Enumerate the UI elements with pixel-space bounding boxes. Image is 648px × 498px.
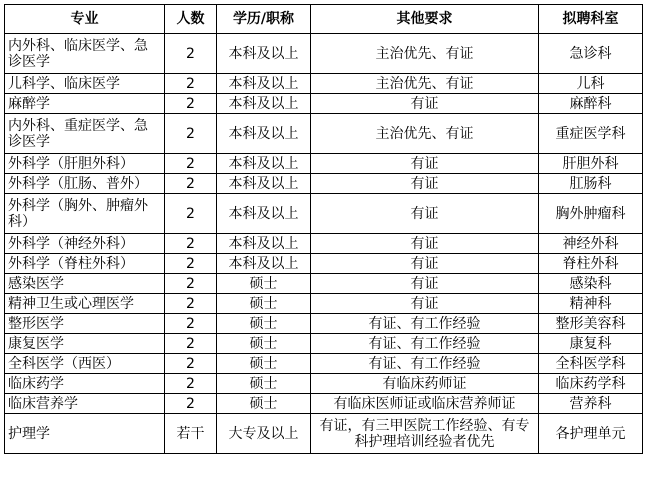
table-row — [5, 414, 643, 454]
cell-count: 2 — [165, 354, 217, 374]
table-row — [5, 194, 643, 234]
cell-requirements: 有证、有工作经验 — [311, 314, 539, 334]
cell-major: 外科学（肛肠、普外） — [5, 174, 165, 194]
cell-count: 2 — [165, 274, 217, 294]
cell-requirements: 有临床药师证 — [311, 374, 539, 394]
cell-education: 大专及以上 — [217, 414, 311, 454]
cell-requirements: 有证、有工作经验 — [311, 354, 539, 374]
table-header-row — [5, 5, 643, 34]
table-row — [5, 274, 643, 294]
cell-education: 硕士 — [217, 314, 311, 334]
cell-count: 若干 — [165, 414, 217, 454]
cell-education: 本科及以上 — [217, 114, 311, 154]
cell-education: 本科及以上 — [217, 94, 311, 114]
table-row — [5, 154, 643, 174]
cell-requirements: 有证 — [311, 194, 539, 234]
cell-department: 营养科 — [539, 394, 643, 414]
cell-count: 2 — [165, 94, 217, 114]
cell-major: 护理学 — [5, 414, 165, 454]
cell-requirements: 主治优先、有证 — [311, 34, 539, 74]
cell-major: 外科学（脊柱外科） — [5, 254, 165, 274]
recruitment-table — [4, 4, 643, 454]
cell-count: 2 — [165, 174, 217, 194]
cell-department: 急诊科 — [539, 34, 643, 74]
cell-department: 临床药学科 — [539, 374, 643, 394]
cell-department: 康复科 — [539, 334, 643, 354]
cell-major: 临床药学 — [5, 374, 165, 394]
cell-requirements: 有证 — [311, 274, 539, 294]
cell-education: 本科及以上 — [217, 234, 311, 254]
cell-requirements: 有证 — [311, 154, 539, 174]
cell-count: 2 — [165, 74, 217, 94]
cell-requirements: 有证 — [311, 294, 539, 314]
table-row — [5, 234, 643, 254]
cell-requirements: 主治优先、有证 — [311, 74, 539, 94]
cell-count: 2 — [165, 194, 217, 234]
cell-education: 本科及以上 — [217, 154, 311, 174]
cell-department: 感染科 — [539, 274, 643, 294]
cell-requirements: 有证 — [311, 174, 539, 194]
cell-count: 2 — [165, 394, 217, 414]
header-requirements: 其他要求 — [311, 5, 539, 34]
table-row — [5, 314, 643, 334]
cell-major: 内外科、临床医学、急诊医学 — [5, 34, 165, 74]
header-education: 学历/职称 — [217, 5, 311, 34]
cell-count: 2 — [165, 314, 217, 334]
cell-department: 肝胆外科 — [539, 154, 643, 174]
cell-major: 康复医学 — [5, 334, 165, 354]
table-row — [5, 334, 643, 354]
cell-major: 整形医学 — [5, 314, 165, 334]
cell-count: 2 — [165, 114, 217, 154]
cell-education: 硕士 — [217, 374, 311, 394]
cell-major: 精神卫生或心理医学 — [5, 294, 165, 314]
table-row — [5, 254, 643, 274]
cell-major: 外科学（肝胆外科） — [5, 154, 165, 174]
header-department: 拟聘科室 — [539, 5, 643, 34]
header-count: 人数 — [165, 5, 217, 34]
table-row — [5, 374, 643, 394]
cell-requirements: 有证 — [311, 234, 539, 254]
cell-education: 本科及以上 — [217, 194, 311, 234]
cell-count: 2 — [165, 34, 217, 74]
cell-education: 硕士 — [217, 334, 311, 354]
cell-major: 麻醉学 — [5, 94, 165, 114]
cell-department: 各护理单元 — [539, 414, 643, 454]
table-row — [5, 74, 643, 94]
cell-education: 本科及以上 — [217, 74, 311, 94]
cell-major: 感染医学 — [5, 274, 165, 294]
table-row — [5, 394, 643, 414]
cell-major: 外科学（神经外科） — [5, 234, 165, 254]
cell-department: 全科医学科 — [539, 354, 643, 374]
cell-requirements: 有证，有三甲医院工作经验、有专科护理培训经验者优先 — [311, 414, 539, 454]
cell-major: 外科学（胸外、肿瘤外科） — [5, 194, 165, 234]
table-row — [5, 294, 643, 314]
cell-education: 本科及以上 — [217, 34, 311, 74]
cell-count: 2 — [165, 334, 217, 354]
cell-education: 本科及以上 — [217, 174, 311, 194]
cell-department: 精神科 — [539, 294, 643, 314]
cell-requirements: 有证、有工作经验 — [311, 334, 539, 354]
cell-education: 硕士 — [217, 274, 311, 294]
cell-major: 儿科学、临床医学 — [5, 74, 165, 94]
cell-count: 2 — [165, 154, 217, 174]
table-row — [5, 174, 643, 194]
cell-department: 儿科 — [539, 74, 643, 94]
cell-department: 重症医学科 — [539, 114, 643, 154]
cell-requirements: 有证 — [311, 254, 539, 274]
cell-requirements: 有临床医师证或临床营养师证 — [311, 394, 539, 414]
cell-count: 2 — [165, 234, 217, 254]
table-row — [5, 354, 643, 374]
cell-department: 肛肠科 — [539, 174, 643, 194]
cell-education: 硕士 — [217, 294, 311, 314]
cell-education: 硕士 — [217, 354, 311, 374]
cell-major: 临床营养学 — [5, 394, 165, 414]
header-major: 专业 — [5, 5, 165, 34]
cell-count: 2 — [165, 374, 217, 394]
cell-requirements: 有证 — [311, 94, 539, 114]
cell-department: 麻醉科 — [539, 94, 643, 114]
table-row — [5, 114, 643, 154]
cell-department: 胸外肿瘤科 — [539, 194, 643, 234]
cell-department: 整形美容科 — [539, 314, 643, 334]
cell-requirements: 主治优先、有证 — [311, 114, 539, 154]
cell-count: 2 — [165, 294, 217, 314]
table-body — [5, 34, 643, 454]
table-row — [5, 34, 643, 74]
table-row — [5, 94, 643, 114]
cell-major: 内外科、重症医学、急诊医学 — [5, 114, 165, 154]
cell-education: 本科及以上 — [217, 254, 311, 274]
cell-education: 硕士 — [217, 394, 311, 414]
cell-department: 脊柱外科 — [539, 254, 643, 274]
cell-department: 神经外科 — [539, 234, 643, 254]
cell-major: 全科医学（西医） — [5, 354, 165, 374]
cell-count: 2 — [165, 254, 217, 274]
